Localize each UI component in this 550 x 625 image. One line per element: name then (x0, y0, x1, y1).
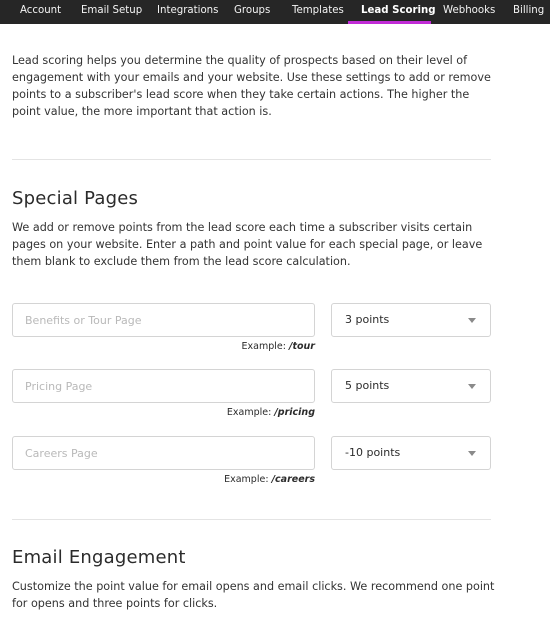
careers-page-points-select[interactable] (331, 436, 491, 470)
example-label: Example: (226, 407, 272, 418)
benefits-page-points-select[interactable] (331, 303, 491, 337)
tab-email-setup[interactable]: Email Setup (81, 5, 143, 16)
email-engagement-title: Email Engagement (12, 547, 186, 568)
tab-billing[interactable]: Billing (513, 5, 545, 16)
pricing-page-path-input[interactable] (12, 369, 315, 403)
pricing-page-points-select[interactable] (331, 369, 491, 403)
chevron-down-icon (468, 384, 476, 389)
tab-groups[interactable]: Groups (234, 5, 271, 16)
points-select-value: -10 points (345, 446, 401, 459)
special-pages-title: Special Pages (12, 188, 139, 209)
tab-webhooks[interactable]: Webhooks (443, 5, 496, 16)
benefits-page-path-input[interactable] (12, 303, 315, 337)
example-path: /tour (289, 341, 315, 352)
points-select-value: 5 points (345, 379, 390, 392)
points-select-value: 3 points (345, 313, 390, 326)
tab-integrations[interactable]: Integrations (157, 5, 219, 16)
tab-account[interactable]: Account (20, 5, 62, 16)
example-label: Example: (241, 341, 286, 352)
section-divider (12, 159, 491, 160)
tab-lead-scoring[interactable]: Lead Scoring (361, 5, 436, 16)
example-path: /pricing (274, 407, 315, 418)
example-path: /careers (271, 474, 315, 485)
email-engagement-description: Customize the point value for email opens and email clicks. We recommend one point for opens and three points for clicks. (12, 580, 495, 610)
careers-page-example-hint (224, 474, 315, 485)
benefits-page-example-hint (242, 341, 315, 352)
active-tab-indicator (348, 21, 431, 24)
lead-scoring-intro: Lead scoring helps you determine the quality of prospects based on their level of engagement with your emails and your website. Use these settings to add or remove points to a subscriber's lead score when they take certain actions. The higher the point value, the more important that action is. (12, 54, 491, 118)
section-divider (12, 519, 491, 520)
special-pages-description: We add or remove points from the lead score each time a subscriber visits certain pages on your website. Enter a path and point value for each special page, or leave them blank to exclude them from the lead score calculation. (12, 221, 483, 268)
pricing-page-example-hint (227, 407, 315, 418)
chevron-down-icon (468, 318, 476, 323)
tab-templates[interactable]: Templates (292, 5, 344, 16)
careers-page-path-input[interactable] (12, 436, 315, 470)
example-label: Example: (224, 474, 269, 485)
chevron-down-icon (468, 451, 476, 456)
settings-tab-bar (0, 0, 550, 24)
